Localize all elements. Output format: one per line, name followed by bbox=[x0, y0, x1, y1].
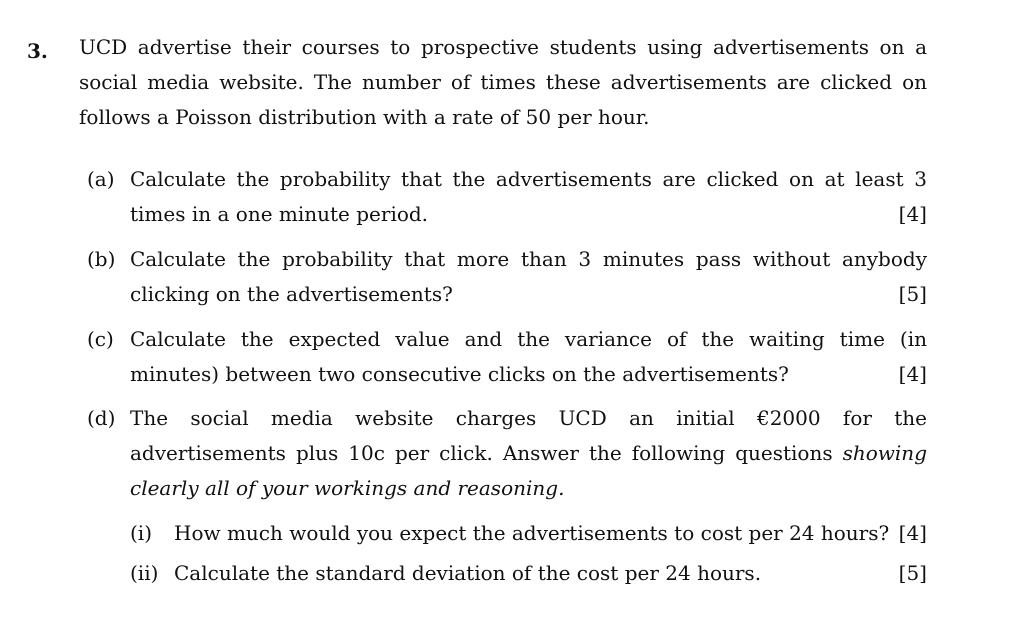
part-b bbox=[87, 242, 927, 312]
subpart-i-label: (i) bbox=[130, 521, 153, 545]
part-d-italic: showing clearly all of your workings and reasoning. bbox=[130, 441, 927, 500]
subpart-ii-body: Calculate the standard deviation of the cost per 24 hours. bbox=[174, 561, 762, 585]
question-number: 3. bbox=[27, 39, 48, 63]
part-b-marks: [5] bbox=[898, 282, 927, 306]
part-b-text bbox=[130, 242, 927, 312]
subpart-ii-label: (ii) bbox=[130, 561, 159, 585]
part-b-body: Calculate the probability that more than 3 minutes pass without anybody clicking on the advertisements? bbox=[130, 247, 927, 306]
part-b-label: (b) bbox=[87, 247, 116, 271]
part-c-text bbox=[130, 322, 927, 392]
part-a-marks: [4] bbox=[898, 202, 927, 226]
part-a-label: (a) bbox=[87, 167, 115, 191]
subpart-ii-text bbox=[174, 556, 927, 591]
part-c bbox=[87, 322, 927, 392]
part-c-label: (c) bbox=[87, 327, 114, 351]
subpart-ii-marks: [5] bbox=[898, 561, 927, 585]
part-d-body: The social media website charges UCD an initial €2000 for the advertisements plus 10c per click. Answer the following questions bbox=[130, 406, 927, 465]
part-c-marks: [4] bbox=[898, 362, 927, 386]
subpart-i bbox=[130, 516, 927, 551]
part-a-text bbox=[130, 162, 927, 232]
part-d bbox=[87, 401, 927, 506]
part-a-body: Calculate the probability that the advertisements are clicked on at least 3 times in a one minute period. bbox=[130, 167, 927, 226]
part-d-label: (d) bbox=[87, 406, 116, 430]
subpart-i-marks: [4] bbox=[898, 521, 927, 545]
part-c-body: Calculate the expected value and the variance of the waiting time (in minutes) between two consecutive clicks on the advertisements? bbox=[130, 327, 927, 386]
subpart-ii bbox=[130, 556, 927, 591]
subpart-i-body: How much would you expect the advertisements to cost per 24 hours? bbox=[174, 521, 890, 545]
question-intro: UCD advertise their courses to prospective students using advertisements on a social media website. The number of times these advertisements are clicked on follows a Poisson distribution with a rate of 50 per hour. bbox=[79, 35, 927, 129]
subpart-i-text bbox=[174, 516, 927, 551]
part-d-text bbox=[130, 401, 927, 506]
part-a bbox=[87, 162, 927, 232]
